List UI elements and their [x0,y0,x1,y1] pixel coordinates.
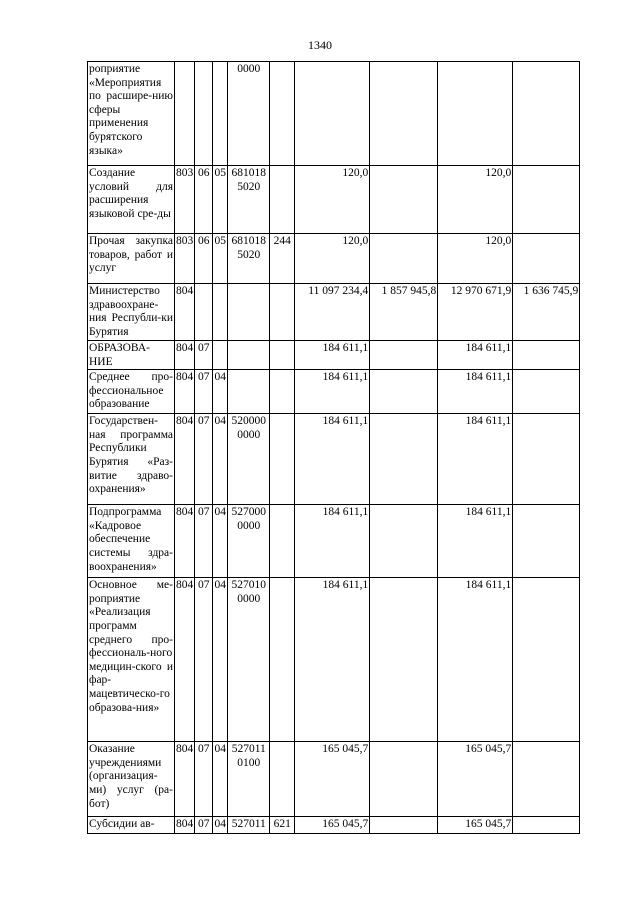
section-code-cell: 07 [195,817,213,834]
amount-cell-3: 120,0 [438,234,513,284]
amount-cell-2 [370,341,438,370]
amount-cell-3: 184 611,1 [438,578,513,742]
table-row [88,284,580,341]
expense-type-cell [270,62,295,166]
amount-cell-2: 1 857 945,8 [370,284,438,341]
code-line: 681018 [231,235,266,247]
table-row [88,234,580,284]
table-row [88,578,580,742]
expense-type-cell [270,505,295,578]
amount-cell-3: 184 611,1 [438,414,513,505]
code-line: 5020 [237,180,261,193]
table-row [88,62,580,166]
ministry-code-cell: 804 [175,742,195,817]
amount-cell-1: 184 611,1 [295,370,370,414]
amount-cell-4: 1 636 745,9 [513,284,580,341]
amount-cell-2 [370,62,438,166]
table-row [88,341,580,370]
expense-name-cell: Государствен-ная программа Республики Бурятия «Раз-витие здраво-охранения» [88,414,175,505]
amount-cell-2 [370,505,438,578]
amount-cell-1: 11 097 234,4 [295,284,370,341]
amount-cell-4 [513,578,580,742]
target-article-cell [228,414,270,505]
amount-cell-2 [370,742,438,817]
target-article-cell [228,505,270,578]
expense-name-cell: Министерство здравоохране-ния Республи-ки Бурятия [88,284,175,341]
ministry-code-cell: 804 [175,341,195,370]
amount-cell-2 [370,370,438,414]
amount-cell-4 [513,414,580,505]
section-code-cell: 06 [195,166,213,234]
code-line: 520000 [231,415,266,428]
subsection-code-cell: 04 [213,370,228,414]
amount-cell-1: 120,0 [295,166,370,234]
amount-cell-3: 165 045,7 [438,742,513,817]
target-article-cell: 0000 [228,62,270,166]
subsection-code-cell: 04 [213,414,228,505]
expense-name-cell: Основное ме-роприятие «Реализация программ среднего про-фессиональ-ного медицин-ского и фар-мацевтическо-го образова-ния» [88,578,175,742]
amount-cell-3: 184 611,1 [438,505,513,578]
budget-table-body [88,62,580,834]
target-article-cell [228,742,270,817]
code-line: 0000 [237,592,261,605]
expense-name-cell: ОБРАЗОВА-НИЕ [88,341,175,370]
amount-cell-4 [513,505,580,578]
amount-cell-4 [513,341,580,370]
amount-cell-3: 120,0 [438,166,513,234]
subsection-code-cell: 04 [213,742,228,817]
amount-cell-1 [295,62,370,166]
target-article-cell [228,234,270,284]
amount-cell-2 [370,414,438,505]
ministry-code-cell: 803 [175,166,195,234]
subsection-code-cell: 05 [213,166,228,234]
budget-table [87,61,580,834]
section-code-cell: 07 [195,505,213,578]
amount-cell-2 [370,234,438,284]
expense-type-cell [270,578,295,742]
ministry-code-cell [175,62,195,166]
expense-name-cell: Создание условий для расширения языковой сре-ды [88,166,175,234]
target-article-cell [228,341,270,370]
ministry-code-cell: 804 [175,284,195,341]
subsection-code-cell: 04 [213,817,228,834]
subsection-code-cell [213,62,228,166]
expense-name-cell: Среднее про-фессиональное образование [88,370,175,414]
amount-cell-3: 12 970 671,9 [438,284,513,341]
amount-cell-4 [513,370,580,414]
expense-type-cell: 244 [270,234,295,284]
code-line: 5020 [237,248,261,261]
target-article-cell [228,284,270,341]
table-row [88,414,580,505]
expense-name-cell: Прочая закупка товаров, работ и услуг [88,234,175,284]
amount-cell-4 [513,742,580,817]
expense-name-cell: Оказание учреждениями (организация-ми) услуг (ра-бот) [88,742,175,817]
amount-cell-1: 184 611,1 [295,505,370,578]
section-code-cell: 06 [195,234,213,284]
section-code-cell: 07 [195,742,213,817]
target-article-cell [228,370,270,414]
code-line: 0000 [237,519,261,532]
amount-cell-3: 184 611,1 [438,370,513,414]
expense-type-cell [270,742,295,817]
subsection-code-cell: 04 [213,578,228,742]
table-row [88,742,580,817]
table-row [88,370,580,414]
section-code-cell: 07 [195,414,213,505]
table-row [88,817,580,834]
amount-cell-1: 120,0 [295,234,370,284]
amount-cell-4 [513,166,580,234]
amount-cell-1: 184 611,1 [295,578,370,742]
section-code-cell: 07 [195,578,213,742]
amount-cell-3: 184 611,1 [438,341,513,370]
expense-type-cell [270,284,295,341]
code-line: 0000 [237,428,261,441]
table-row [88,166,580,234]
section-code-cell [195,62,213,166]
amount-cell-3 [438,62,513,166]
amount-cell-2 [370,166,438,234]
amount-cell-1: 184 611,1 [295,341,370,370]
amount-cell-2 [370,817,438,834]
page-number: 1340 [308,38,332,52]
amount-cell-4 [513,62,580,166]
section-code-cell: 07 [195,370,213,414]
section-code-cell [195,284,213,341]
amount-cell-1: 165 045,7 [295,742,370,817]
ministry-code-cell: 804 [175,817,195,834]
code-line: 681018 [231,167,266,179]
expense-name-cell: Подпрограмма «Кадровое обеспечение системы здра-воохранения» [88,505,175,578]
ministry-code-cell: 804 [175,414,195,505]
subsection-code-cell: 05 [213,234,228,284]
ministry-code-cell: 804 [175,370,195,414]
expense-type-cell [270,341,295,370]
expense-type-cell [270,370,295,414]
target-article-cell: 527011 [228,817,270,834]
amount-cell-4 [513,817,580,834]
ministry-code-cell: 804 [175,578,195,742]
code-line: 527000 [231,506,266,519]
code-line: 0100 [237,756,261,769]
ministry-code-cell: 804 [175,505,195,578]
expense-type-cell: 621 [270,817,295,834]
subsection-code-cell: 04 [213,505,228,578]
target-article-cell [228,578,270,742]
amount-cell-3: 165 045,7 [438,817,513,834]
amount-cell-4 [513,234,580,284]
subsection-code-cell [213,341,228,370]
expense-name-cell: Субсидии ав- [88,817,175,834]
amount-cell-1: 165 045,7 [295,817,370,834]
code-line: 527010 [231,579,266,592]
expense-type-cell [270,166,295,234]
table-row [88,505,580,578]
amount-cell-1: 184 611,1 [295,414,370,505]
amount-cell-2 [370,578,438,742]
subsection-code-cell [213,284,228,341]
ministry-code-cell: 803 [175,234,195,284]
expense-type-cell [270,414,295,505]
code-line: 527011 [231,743,266,756]
expense-name-cell: роприятие «Мероприятия по расшире-нию сферы применения бурятского языка» [88,62,175,166]
target-article-cell [228,166,270,234]
section-code-cell: 07 [195,341,213,370]
